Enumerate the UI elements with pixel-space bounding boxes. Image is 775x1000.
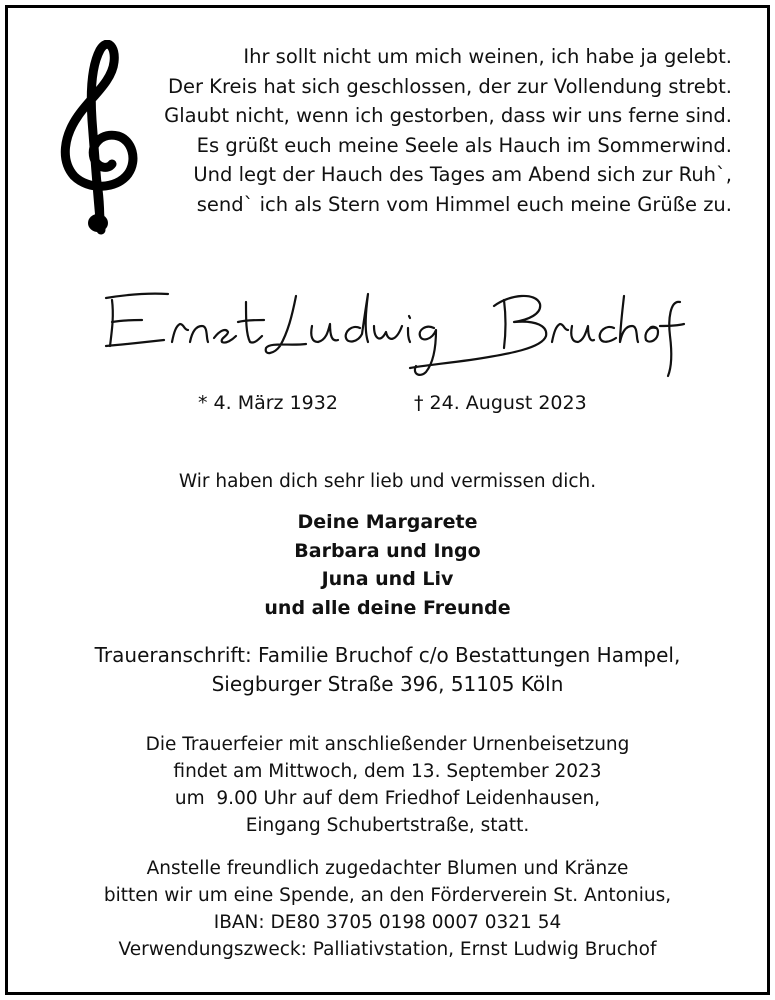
poem-line: send` ich als Stern vom Himmel euch meine Grüße zu. — [196, 192, 732, 216]
poem-line: Und legt der Hauch des Tages am Abend sich zur Ruh`, — [193, 163, 732, 186]
donation-info — [40, 855, 735, 963]
address-line: Siegburger Straße 396, 51105 Köln — [211, 671, 564, 696]
ceremony-line: findet am Mittwoch, dem 13. September 2023 — [173, 761, 602, 782]
poem-line: Der Kreis hat sich geschlossen, der zur Vollendung strebt. — [167, 74, 732, 98]
ceremony-line: Die Trauerfeier mit anschließender Urnenbeisetzung — [145, 734, 630, 755]
mourner: Juna und Liv — [321, 568, 454, 590]
farewell-message: Wir haben dich sehr lieb und vermissen dich. — [178, 471, 597, 492]
death-date: † 24. August 2023 — [414, 392, 587, 414]
poem — [160, 42, 732, 219]
donation-line: Verwendungszweck: Palliativstation, Ernst Ludwig Bruchof — [118, 939, 657, 960]
ceremony-info — [40, 731, 735, 839]
poem-line: Es grüßt euch meine Seele als Hauch im Sommerwind. — [196, 133, 732, 157]
birth-date: * 4. März 1932 — [198, 392, 338, 414]
ceremony-line: Eingang Schubertstraße, statt. — [245, 815, 530, 836]
mourner: Deine Margarete — [297, 511, 478, 533]
donation-line: bitten wir um eine Spende, an den Förderverein St. Antonius, — [103, 885, 672, 906]
name-signature — [90, 280, 690, 380]
mourner: Barbara und Ingo — [294, 539, 481, 562]
donation-iban: IBAN: DE80 3705 0198 0007 0321 54 — [213, 912, 562, 933]
donation-line: Anstelle freundlich zugedachter Blumen und Kränze — [146, 858, 629, 879]
poem-line: Ihr sollt nicht um mich weinen, ich habe ja gelebt. — [243, 45, 732, 68]
mourner: und alle deine Freunde — [264, 596, 511, 619]
address-line: Traueranschrift: Familie Bruchof c/o Bestattungen Hampel, — [94, 643, 681, 667]
ceremony-line: um 9.00 Uhr auf dem Friedhof Leidenhausen, — [174, 788, 601, 809]
mourning-address — [40, 641, 735, 698]
treble-clef-icon — [52, 40, 144, 240]
mourners-list — [40, 508, 735, 622]
poem-line: Glaubt nicht, wenn ich gestorben, dass wir uns ferne sind. — [164, 104, 732, 127]
